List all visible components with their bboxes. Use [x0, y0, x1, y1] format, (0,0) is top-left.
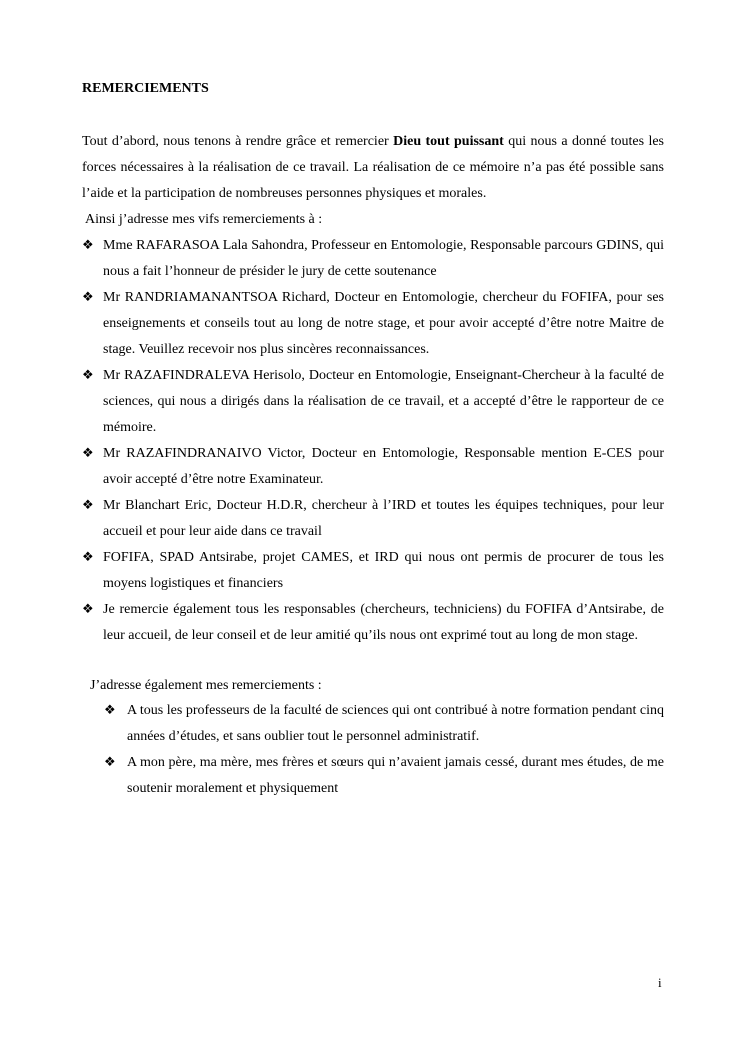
list-item-text: Mr Blanchart Eric, Docteur H.D.R, chercheur à l’IRD et toutes les équipes techniques, pour leur accueil et pour leur aide dans ce travail — [103, 498, 664, 539]
diamond-bullet-icon: ❖ — [82, 602, 94, 617]
additional-thanks-lead: J’adresse également mes remerciements : — [90, 678, 322, 693]
diamond-bullet-icon: ❖ — [82, 446, 94, 461]
list-item — [82, 493, 664, 545]
list-item — [82, 233, 664, 285]
diamond-bullet-icon: ❖ — [82, 550, 94, 565]
list-item — [82, 285, 664, 363]
list-item-text: Mr RAZAFINDRALEVA Herisolo, Docteur en Entomologie, Enseignant-Chercheur à la faculté de sciences, qui nous a dirigés dans la réalisation de ce travail, et a accepté d’être le rapporteur de ce mémoire. — [103, 368, 664, 435]
diamond-bullet-icon: ❖ — [82, 498, 94, 513]
diamond-bullet-icon: ❖ — [82, 368, 94, 383]
intro-text-end: qui nous a donné toutes les forces nécessaires à la réalisation de ce travail. La réalisation de ce mémoire n’a pas été possible sans l’aide et la participation de nombreuses personnes physiques et morales. — [82, 134, 664, 201]
diamond-bullet-icon: ❖ — [104, 755, 116, 770]
diamond-bullet-icon: ❖ — [104, 703, 116, 718]
list-item — [82, 545, 664, 597]
intro-text-start: Tout d’abord, nous tenons à rendre grâce et remercier — [82, 134, 394, 149]
list-item — [82, 363, 664, 441]
page-title: REMERCIEMENTS — [82, 81, 209, 96]
list-item — [82, 597, 664, 649]
list-item — [82, 441, 664, 493]
diamond-bullet-icon: ❖ — [82, 290, 94, 305]
acknowledgement-lead: Ainsi j’adresse mes vifs remerciements à : — [85, 212, 323, 227]
acknowledgement-list — [82, 233, 664, 649]
page-number: i — [658, 975, 662, 990]
list-item — [104, 698, 664, 750]
list-item-text: Mr RANDRIAMANANTSOA Richard, Docteur en Entomologie, chercheur du FOFIFA, pour ses enseignements et conseils tout au long de notre stage, et pour avoir accepté d’être notre Maitre de stage. Veuillez recevoir nos plus sincères reconnaissances. — [103, 290, 664, 357]
list-item-text: A tous les professeurs de la faculté de sciences qui ont contribué à notre formation pendant cinq années d’études, et sans oublier tout le personnel administratif. — [127, 703, 664, 744]
list-item — [104, 750, 664, 802]
list-item-text: Mr RAZAFINDRANAIVO Victor, Docteur en Entomologie, Responsable mention E-CES pour avoir accepté d’être notre Examinateur. — [103, 446, 664, 487]
list-item-text: FOFIFA, SPAD Antsirabe, projet CAMES, et IRD qui nous ont permis de procurer de tous les moyens logistiques et financiers — [103, 550, 664, 591]
list-item-text: A mon père, ma mère, mes frères et sœurs qui n’avaient jamais cessé, durant mes études, de me soutenir moralement et physiquement — [127, 755, 664, 796]
additional-thanks-list — [104, 698, 664, 802]
list-item-text: Mme RAFARASOA Lala Sahondra, Professeur en Entomologie, Responsable parcours GDINS, qui nous a fait l’honneur de présider le jury de cette soutenance — [103, 238, 664, 279]
intro-paragraph — [82, 129, 664, 207]
intro-bold-text: Dieu tout puissant — [393, 134, 504, 149]
diamond-bullet-icon: ❖ — [82, 238, 94, 253]
list-item-text: Je remercie également tous les responsables (chercheurs, techniciens) du FOFIFA d’Antsirabe, de leur accueil, de leur conseil et de leur amitié qu’ils nous ont exprimé tout au long de mon stage. — [103, 602, 664, 643]
